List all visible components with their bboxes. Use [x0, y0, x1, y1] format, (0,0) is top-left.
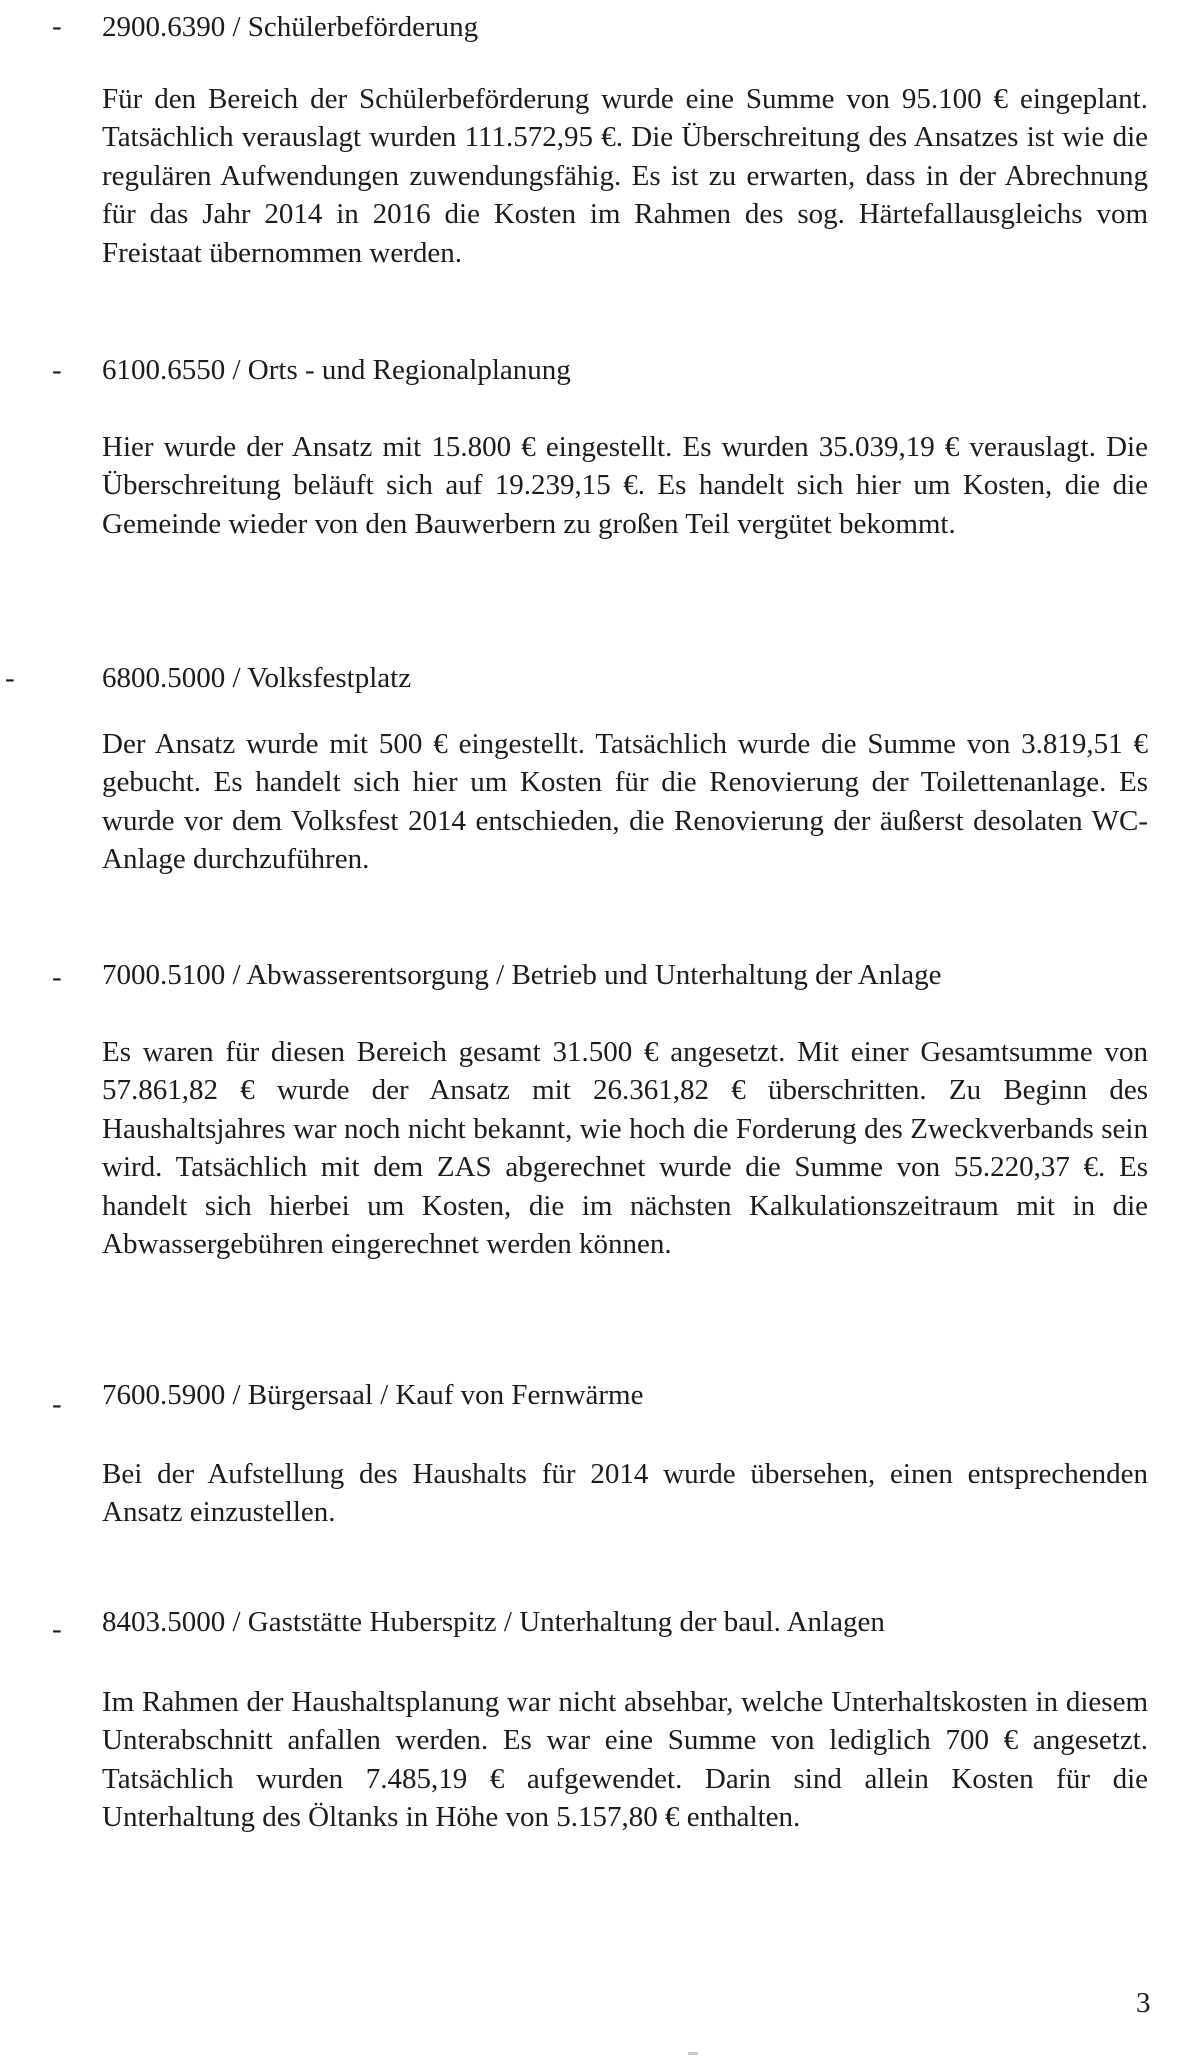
section-body: Bei der Aufstellung des Haushalts für 2014 wurde übersehen, einen entsprechenden Ansatz einzustellen.	[102, 1458, 1148, 1529]
section-heading: 6100.6550 / Orts - und Regionalplanung	[102, 354, 571, 386]
section-body: Es waren für diesen Bereich gesamt 31.500 € angesetzt. Mit einer Gesamtsumme von 57.861,82 € wurde der Ansatz mit 26.361,82 € überschritten. Zu Beginn des Haushaltsjahres war noch nicht bekannt, wie hoch die Forderung des Zweckverbands sein wird. Tatsächlich mit dem ZAS abgerechnet wurde die Summe von 55.220,37 €. Es handelt sich hierbei um Kosten, die im nächsten Kalkulationszeitraum mit in die Abwassergebühren eingerechnet werden können.	[102, 1036, 1148, 1261]
section-dash: -	[52, 10, 62, 42]
section-dash: -	[5, 662, 15, 694]
section-body: Hier wurde der Ansatz mit 15.800 € eingestellt. Es wurden 35.039,19 € verauslagt. Die Überschreitung beläuft sich auf 19.239,15 €. Es handelt sich hier um Kosten, die die Gemeinde wieder von den Bauwerbern zu großen Teil vergütet bekommt.	[102, 431, 1148, 540]
section-body: Im Rahmen der Haushaltsplanung war nicht absehbar, welche Unterhaltskosten in diesem Unterabschnitt anfallen werden. Es war eine Summe von lediglich 700 € angesetzt. Tatsächlich wurden 7.485,19 € aufgewendet. Darin sind allein Kosten für die Unterhaltung des Öltanks in Höhe von 5.157,80 € enthalten.	[102, 1686, 1148, 1834]
section-dash: -	[52, 961, 62, 993]
section-body: Der Ansatz wurde mit 500 € eingestellt. Tatsächlich wurde die Summe von 3.819,51 € gebucht. Es handelt sich hier um Kosten für die Renovierung der Toilettenanlage. Es wurde vor dem Volksfest 2014 entschieden, die Renovierung der äußerst desolaten WC-Anlage durchzuführen.	[102, 728, 1148, 876]
section-dash: -	[52, 1613, 62, 1645]
section-heading: 6800.5000 / Volksfestplatz	[102, 662, 412, 694]
section-dash: -	[52, 354, 62, 386]
scan-artifact	[688, 2052, 698, 2055]
section-heading: 8403.5000 / Gaststätte Huberspitz / Unterhaltung der baul. Anlagen	[102, 1606, 885, 1638]
section-body: Für den Bereich der Schülerbeförderung wurde eine Summe von 95.100 € eingeplant. Tatsächlich verauslagt wurden 111.572,95 €. Die Überschreitung des Ansatzes ist wie die regulären Aufwendungen zuwendungsfähig. Es ist zu erwarten, dass in der Abrechnung für das Jahr 2014 in 2016 die Kosten im Rahmen des sog. Härtefallausgleichs vom Freistaat übernommen werden.	[102, 83, 1148, 269]
page-number: 3	[1136, 1987, 1151, 2019]
section-heading: 7600.5900 / Bürgersaal / Kauf von Fernwärme	[102, 1379, 644, 1411]
section-dash: -	[52, 1388, 62, 1420]
section-heading: 2900.6390 / Schülerbeförderung	[102, 11, 479, 43]
section-heading: 7000.5100 / Abwasserentsorgung / Betrieb und Unterhaltung der Anlage	[102, 959, 942, 991]
